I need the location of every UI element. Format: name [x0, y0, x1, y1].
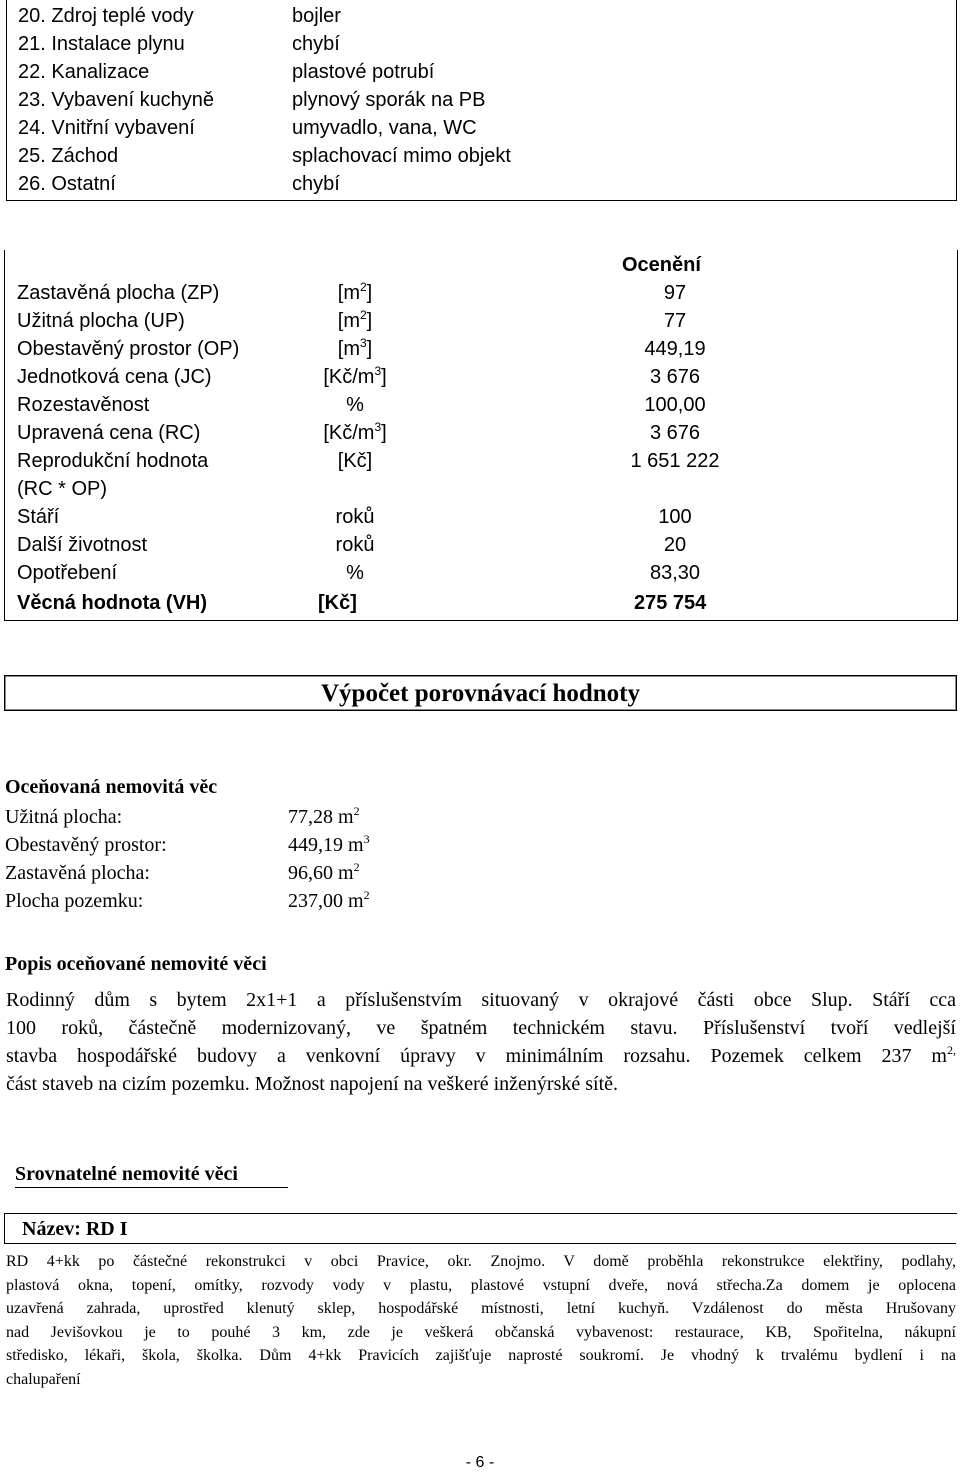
description-line-4: část staveb na cizím pozemku. Možnost napojení na veškeré inženýrské sítě. — [6, 1073, 619, 1095]
equipment-label: 21. Instalace plynu — [18, 33, 185, 55]
description-sup: 2, — [947, 1043, 956, 1057]
valuation-value: 1 651 222 — [630, 450, 720, 472]
valuation-unit: $[Kč/m^3]$ — [323, 364, 387, 388]
equipment-value: bojler — [292, 5, 341, 27]
equipment-label: 24. Vnitřní vybavení — [18, 117, 195, 139]
equipment-value: chybí — [292, 33, 340, 55]
page-number: - 6 - — [465, 1454, 495, 1471]
subject-label: Obestavěný prostor: — [5, 834, 167, 856]
valuation-label: Stáří — [17, 506, 60, 528]
valuation-value: 83,30 — [649, 562, 701, 584]
valuation-value: 97 — [663, 282, 687, 304]
equipment-value: plastové potrubí — [292, 61, 435, 83]
subject-value: 237,00 $m^2$ — [288, 888, 370, 912]
valuation-label: Rozestavěnost — [17, 394, 150, 416]
subject-value: 77,28 $m^2$ — [288, 804, 360, 828]
equipment-label: 23. Vybavení kuchyně — [18, 89, 215, 111]
equipment-value: chybí — [292, 173, 340, 195]
comparable-line-4: nad Jevišovkou je to pouhé 3 km, zde je veškerá občanská vybavenost: restaurace, KB, Spořitelna, nákupní — [6, 1323, 956, 1341]
section-title: Výpočet porovnávací hodnoty — [320, 680, 640, 707]
valuation-unit: $[m^2]$ — [337, 308, 373, 332]
valuation-value: 77 — [663, 310, 687, 332]
comparable-line-5: středisko, lékaři, škola, školka. Dům 4+kk Pravicích zajišťuje naprosté soukromí. Je vhodný k trvalému bydlení i na — [6, 1347, 956, 1364]
equipment-label: 22. Kanalizace — [18, 61, 150, 83]
comparable-line-2: plastová okna, topení, omítky, rozvody vody v plastu, plastové vstupní dveře, nová střecha.Za domem je oplocena — [6, 1276, 956, 1294]
comparable-name-box — [4, 1213, 957, 1244]
equipment-label: 25. Záchod — [18, 145, 119, 167]
description-text — [6, 986, 956, 1098]
valuation-value: 100 — [658, 506, 692, 528]
valuation-total-label: Věcná hodnota (VH) — [17, 592, 208, 614]
comparable-name: Název: RD I — [22, 1218, 128, 1240]
valuation-label: Další životnost — [17, 534, 148, 556]
comparable-name-rule — [4, 1243, 956, 1244]
valuation-label: Obestavěný prostor (OP) — [17, 338, 240, 360]
equipment-label: 26. Ostatní — [18, 173, 116, 195]
valuation-value: 20 — [663, 534, 687, 556]
total-underline — [290, 620, 390, 621]
valuation-unit: % — [346, 394, 364, 416]
valuation-value: 3 676 — [649, 366, 701, 388]
valuation-unit: $[m^3]$ — [337, 336, 373, 360]
valuation-label: (RC * OP) — [17, 478, 107, 500]
valuation-label: Zastavěná plocha (ZP) — [17, 282, 220, 304]
equipment-value: splachovací mimo objekt — [292, 145, 511, 167]
description-line-1: Rodinný dům s bytem 2x1+1 a příslušenstvím situovaný v okrajové části obce Slup. Stáří cca — [6, 989, 956, 1011]
valuation-label: Užitná plocha (UP) — [17, 310, 185, 332]
subject-heading: Oceňovaná nemovitá věc — [5, 776, 218, 798]
subject-label: Zastavěná plocha: — [5, 862, 150, 884]
subject-value: 96,60 $m^2$ — [288, 860, 360, 884]
valuation-unit: % — [346, 562, 364, 584]
valuation-label: Opotřebení — [17, 562, 118, 584]
equipment-label: 20. Zdroj teplé vody — [18, 5, 194, 27]
valuation-value: 3 676 — [649, 422, 701, 444]
valuation-total-unit: [Kč] — [318, 592, 357, 614]
subject-label: Užitná plocha: — [5, 806, 123, 828]
equipment-value: plynový sporák na PB — [292, 89, 486, 111]
valuation-unit: [Kč] — [337, 450, 373, 472]
valuation-value: 100,00 — [644, 394, 706, 416]
description-line-2: 100 roků, částečně modernizovaný, ve špatném technickém stavu. Příslušenství tvoří vedlejší — [6, 1017, 956, 1039]
comparable-line-6: chalupaření — [6, 1370, 81, 1388]
comparable-description — [6, 1250, 956, 1391]
valuation-header: Ocenění — [622, 254, 701, 276]
comparable-line-1: RD 4+kk po částečné rekonstrukci v obci Pravice, okr. Znojmo. V domě proběhla rekonstrukce elektřiny, podlahy, — [6, 1253, 956, 1270]
equipment-value: umyvadlo, vana, WC — [292, 117, 477, 139]
subject-value: 449,19 $m^3$ — [288, 832, 370, 856]
comparables-underline — [15, 1187, 288, 1188]
valuation-label: Upravená cena (RC) — [17, 422, 201, 444]
valuation-value: 449,19 — [644, 338, 706, 360]
subject-label: Plocha pozemku: — [5, 890, 144, 912]
description-line-3: stavba hospodářské budovy a venkovní úpravy v minimálním rozsahu. Pozemek celkem 237 $m^{2,}$ — [6, 1043, 956, 1067]
valuation-total-value: 275 754 — [634, 592, 707, 614]
valuation-unit: roků — [335, 534, 375, 556]
comparables-heading: Srovnatelné nemovité věci — [15, 1163, 238, 1185]
valuation-label: Reprodukční hodnota — [17, 450, 209, 472]
description-heading: Popis oceňované nemovité věci — [5, 953, 267, 975]
valuation-unit: $[Kč/m^3]$ — [323, 420, 387, 444]
valuation-label: Jednotková cena (JC) — [17, 366, 212, 388]
valuation-unit: roků — [335, 506, 375, 528]
comparable-line-3: uzavřená zahrada, uprostřed klenutý sklep, hospodářské místnosti, letní kuchyň. Vzdálenost do města Hrušovany — [6, 1300, 956, 1317]
valuation-unit: $[m^2]$ — [337, 280, 373, 304]
section-title-bar — [4, 675, 957, 711]
